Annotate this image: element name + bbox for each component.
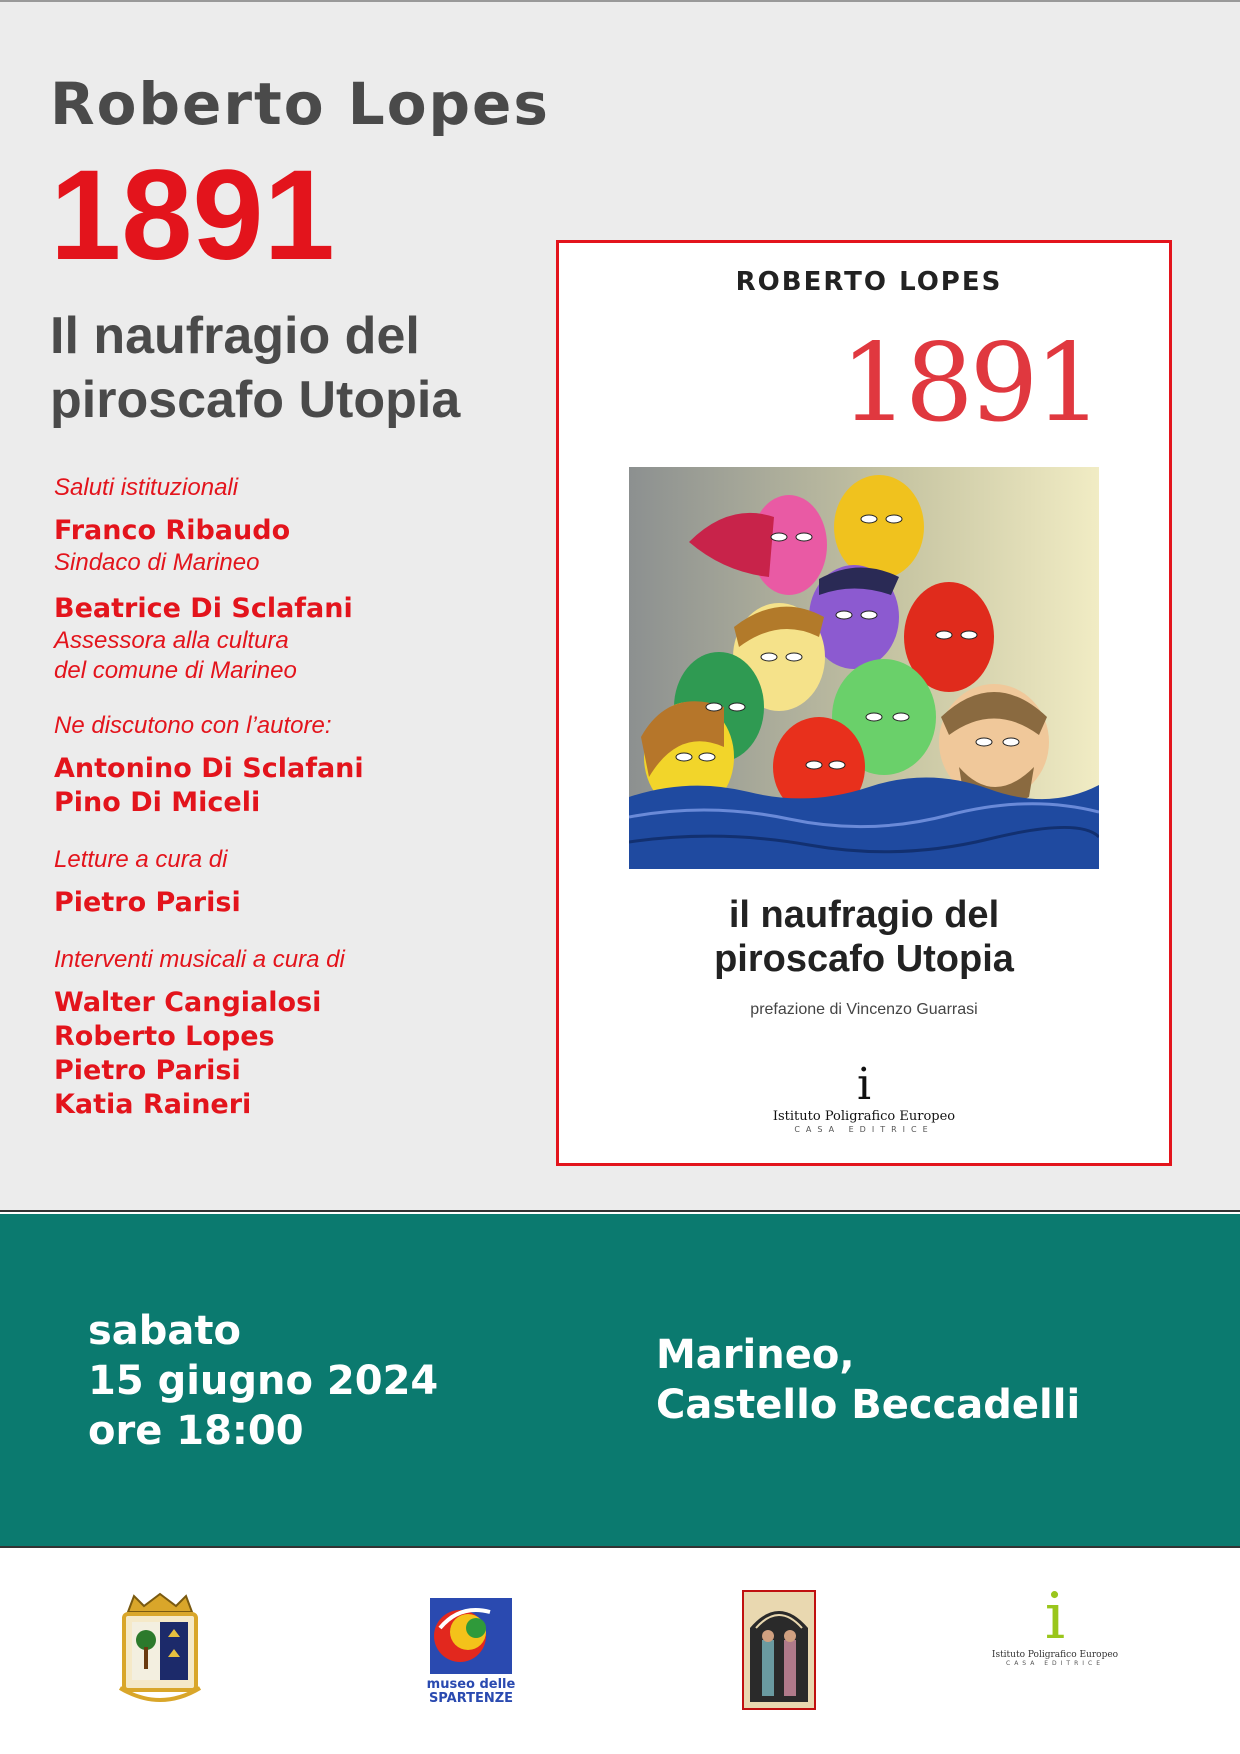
cover-title [559, 893, 1169, 981]
book-year: 1891 [50, 144, 335, 287]
subtitle-line-1: Il naufragio del [50, 307, 420, 365]
reader-name: Pietro Parisi [54, 887, 241, 918]
event-place-line-1: Marineo, [656, 1332, 855, 1378]
publisher-logo-name: Istituto Poligrafico Europeo [991, 1650, 1119, 1660]
cover-publisher: Istituto Poligrafico Europeo [772, 1109, 956, 1124]
event-day: sabato [88, 1308, 242, 1354]
musician-name: Katia Raineri [54, 1089, 252, 1120]
cover-painting [629, 467, 1099, 869]
discussant-name: Pino Di Miceli [54, 787, 261, 818]
book-subtitle [50, 304, 460, 432]
author-name: Roberto Lopes [50, 70, 550, 138]
discussant-name: Antonino Di Sclafani [54, 753, 364, 784]
sponsor-logos [0, 1546, 1240, 1754]
museum-name-line-2: SPARTENZE [428, 1691, 514, 1706]
speaker-role: Sindaco di Marineo [54, 549, 260, 576]
event-time: ore 18:00 [88, 1408, 304, 1454]
music-label: Interventi musicali a cura di [54, 946, 345, 973]
subtitle-line-2: piroscafo Utopia [50, 371, 461, 429]
speaker-role: Assessora alla cultura [54, 627, 289, 654]
cover-publisher-sub: CASA EDITRICE [794, 1125, 934, 1134]
greetings-label: Saluti istituzionali [54, 474, 239, 501]
museum-name-line-1: museo delle [426, 1677, 516, 1692]
musician-name: Walter Cangialosi [54, 987, 322, 1018]
cover-year: 1891 [840, 321, 1099, 446]
publisher-logo [990, 1580, 1120, 1667]
publisher-i-icon: i [856, 1059, 872, 1110]
publisher-logo-sub: CASA EDITRICE [1006, 1660, 1104, 1667]
readings-label: Letture a cura di [54, 846, 228, 873]
speaker-name: Franco Ribaudo [54, 515, 291, 546]
cover-title-line-1: il naufragio del [728, 894, 1000, 936]
coat-of-arms-icon [114, 1592, 206, 1710]
cover-title-line-2: piroscafo Utopia [714, 938, 1014, 980]
event-place [656, 1330, 1080, 1430]
event-info-band [0, 1214, 1240, 1546]
event-place-line-2: Castello Beccadelli [656, 1382, 1081, 1428]
cover-author: ROBERTO LOPES [735, 267, 1003, 297]
publisher-logo-i-icon: i [1044, 1580, 1066, 1654]
museum-logo-text [420, 1678, 522, 1706]
musician-name: Roberto Lopes [54, 1021, 275, 1052]
musician-name: Pietro Parisi [54, 1055, 241, 1086]
discuss-label: Ne discutono con l’autore: [54, 712, 332, 739]
cover-preface: prefazione di Vincenzo Guarrasi [750, 1001, 978, 1018]
event-date-text: 15 giugno 2024 [88, 1358, 439, 1404]
speaker-name: Beatrice Di Sclafani [54, 593, 353, 624]
museum-logo-icon [430, 1598, 512, 1674]
event-date [88, 1306, 438, 1456]
book-cover [556, 240, 1172, 1166]
doorway-poster-icon [742, 1590, 816, 1710]
speaker-role: del comune di Marineo [54, 657, 297, 684]
event-program [54, 472, 534, 1122]
